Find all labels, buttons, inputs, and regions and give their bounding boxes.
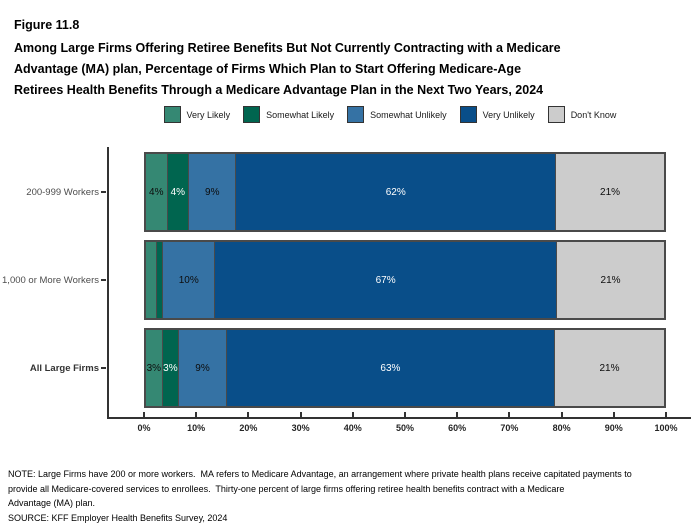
figure-number: Figure 11.8 [14,18,80,32]
bar-segment-label: 62% [385,186,406,198]
bar-segment-label: 4% [149,186,164,198]
bar-segment-label: 21% [599,362,620,374]
y-axis-line [107,147,109,419]
footnote [8,467,632,525]
x-axis-tick [508,412,510,417]
y-axis-tick [101,191,106,193]
chart-title-line-2: Advantage (MA) plan, Percentage of Firms Which Plan to Start Offering Medicare-Age [14,62,522,76]
bar-segment-label: 10% [178,274,199,286]
x-axis-tick [613,412,615,417]
y-axis-label: 200-999 Workers [26,186,99,198]
x-axis-tick-label: 90% [604,423,623,433]
legend-item-label: Very Unlikely [482,109,535,120]
legend-item-label: Don't Know [570,109,617,120]
y-axis-tick [101,279,106,281]
x-axis-tick [300,412,302,417]
bar-segment [235,154,555,230]
chart-title-line-1: Among Large Firms Offering Retiree Benefits But Not Currently Contracting with a Medicare [14,41,561,55]
x-axis-tick-label: 20% [239,423,258,433]
bar-segment [188,154,235,230]
footnote-line-3: Advantage (MA) plan. [8,498,96,508]
chart-title-line-3: Retirees Health Benefits Through a Medicare Advantage Plan in the Next Two Years, 2024 [14,83,544,97]
source-note: SOURCE: KFF Employer Health Benefits Survey, 2024 [8,512,228,523]
bar-segment [162,330,179,406]
bar-segment [554,330,664,406]
legend-item-label: Very Likely [186,109,231,120]
x-axis-tick-label: 80% [552,423,571,433]
x-axis-tick [195,412,197,417]
x-axis-tick-label: 100% [654,423,678,433]
bar-segment [146,330,162,406]
bar-segment [146,154,167,230]
x-axis-tick [247,412,249,417]
bar-segment-label: 9% [205,186,220,198]
y-axis-tick [101,367,106,369]
legend-item-label: Somewhat Unlikely [370,109,447,120]
bar-row [144,240,666,320]
bar-segment-label: 63% [380,362,401,374]
bar-segment-label: 67% [375,274,396,286]
bar-segment [146,242,156,318]
footnote-line-1: NOTE: Large Firms have 200 or more workers. MA refers to Medicare Advantage, an arrangement where private health plans receive capitated payments to [8,469,632,479]
x-axis-tick [143,412,145,417]
bar-segment [226,330,554,406]
x-axis-tick-label: 60% [448,423,467,433]
x-axis-tick [352,412,354,417]
bar-segment-label: 4% [170,186,186,198]
x-axis-tick [404,412,406,417]
bar-segment-label: 3% [163,362,178,374]
x-axis-tick-label: 70% [500,423,519,433]
x-axis-tick-label: 10% [187,423,206,433]
bar-segment [162,242,214,318]
bar-row [144,152,666,232]
x-axis-tick-label: 40% [343,423,362,433]
bar-segment-label: 21% [600,186,621,198]
x-axis-tick-label: 0% [137,423,151,433]
footnote-line-2: provide all Medicare-covered services to enrollees. Thirty-one percent of large firms offering retiree health benefits contract with a Medicare [8,483,565,494]
x-axis-tick [456,412,458,417]
legend-item-label: Somewhat Likely [266,109,335,120]
bar-segment-label: 21% [600,274,621,286]
bar-segment [556,242,664,318]
bar-segment [178,330,226,406]
x-axis-tick [665,412,667,417]
bar-segment-label: 3% [146,362,162,374]
bar-segment [214,242,556,318]
x-axis-line [107,417,691,419]
y-axis-label: All Large Firms [29,362,99,374]
y-axis-label: 1,000 or More Workers [2,274,99,286]
bar-segment-label: 9% [195,362,210,374]
bar-segment [555,154,664,230]
x-axis-tick-label: 30% [291,423,310,433]
bar-segment [167,154,189,230]
bar-row [144,328,666,408]
x-axis-tick [561,412,563,417]
x-axis-tick-label: 50% [395,423,414,433]
